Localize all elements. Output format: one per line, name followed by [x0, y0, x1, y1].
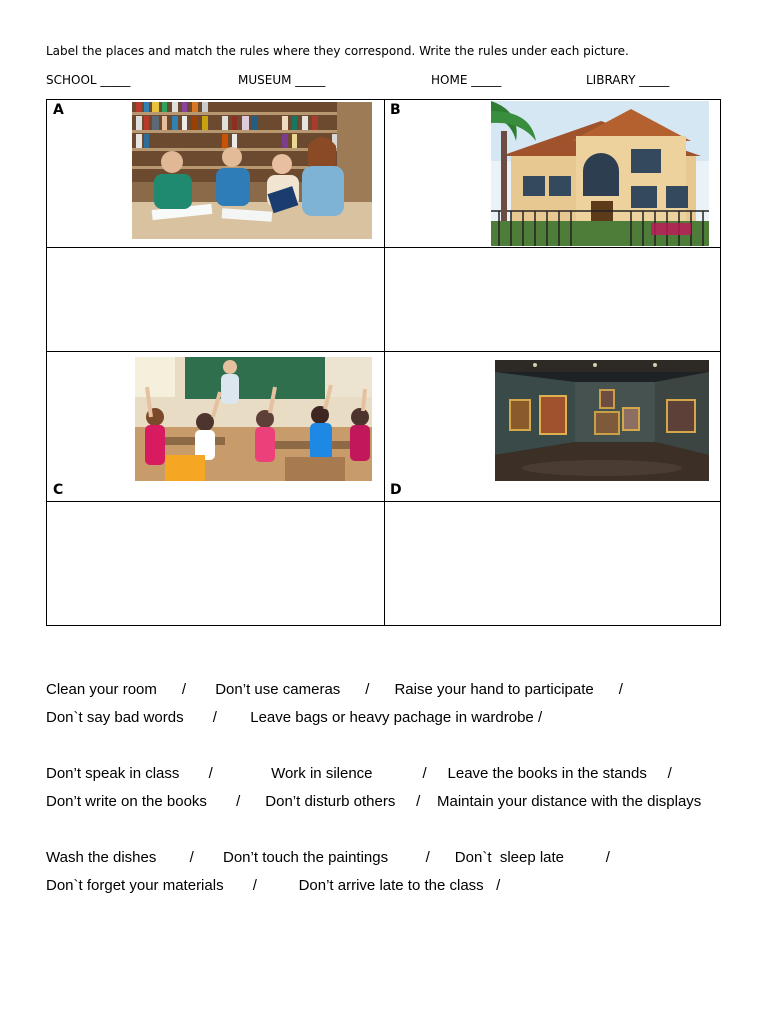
grid-divider [47, 351, 720, 352]
label-school: SCHOOL _____ [46, 73, 131, 87]
museum-gallery-photo [495, 360, 709, 481]
rules-line: Wash the dishes / Don’t touch the paintings / Don`t sleep late / [46, 849, 610, 866]
picture-grid [46, 99, 721, 626]
cell-letter-a: A [53, 102, 64, 118]
grid-divider [47, 501, 720, 502]
rules-line: Don`t say bad words / Leave bags or heavy pachage in wardrobe / [46, 709, 543, 726]
label-museum: MUSEUM _____ [238, 73, 326, 87]
label-home: HOME _____ [431, 73, 502, 87]
house-photo [491, 101, 709, 246]
label-library: LIBRARY _____ [586, 73, 670, 87]
rules-line: Don`t forget your materials / Don’t arrive late to the class / [46, 877, 501, 894]
cell-letter-b: B [390, 102, 401, 118]
grid-divider-vertical [384, 100, 385, 625]
rules-line: Clean your room / Don’t use cameras / Raise your hand to participate / [46, 681, 623, 698]
rules-line: Don’t speak in class / Work in silence / Leave the books in the stands / [46, 765, 672, 782]
rules-line: Don’t write on the books / Don’t disturb others / Maintain your distance with the displays [46, 793, 702, 810]
classroom-photo [135, 357, 372, 481]
instructions: Label the places and match the rules where they correspond. Write the rules under each picture. [46, 44, 629, 58]
grid-divider [47, 247, 720, 248]
cell-letter-d: D [390, 482, 402, 498]
library-students-photo [132, 102, 372, 239]
cell-letter-c: C [53, 482, 64, 498]
